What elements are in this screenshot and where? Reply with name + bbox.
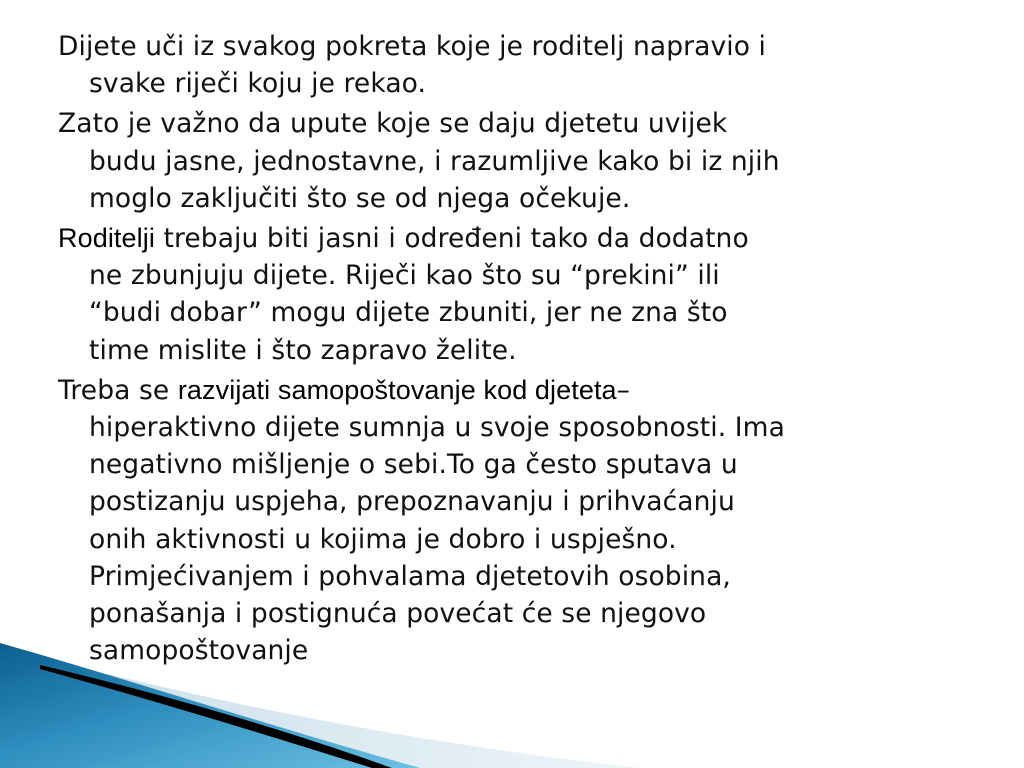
paragraph-3-line-2: ne zbunjuju dijete. Riječi kao što su “prekini” ili (89, 260, 720, 292)
paragraph-1 (58, 28, 978, 102)
paragraph-4-prefix: Treba se (58, 374, 178, 406)
paragraph-2-line-1: Zato je važno da upute koje se daju djetetu uvijek (58, 108, 728, 140)
paragraph-2 (58, 105, 978, 217)
paragraph-3-line-4: time mislite i što zapravo želite. (89, 334, 517, 366)
paragraph-3 (58, 220, 978, 369)
slide-body (58, 28, 978, 672)
paragraph-2-line-3: moglo zaključiti što se od njega očekuje. (89, 182, 631, 214)
paragraph-4-line-3: negativno mišljenje o sebi.To ga često sputava u (89, 449, 738, 481)
paragraph-2-line-2: budu jasne, jednostavne, i razumljive kako bi iz njih (89, 145, 780, 177)
paragraph-4-dash: – (616, 374, 631, 406)
paragraph-1-line-2: svake riječi koju je rekao. (89, 68, 427, 100)
paragraph-4-line-6: Primjećivanjem i pohvalama djetetovih osobina, (89, 560, 731, 592)
paragraph-4 (58, 372, 978, 670)
paragraph-4-line-7: ponašanja i postignuća povećat će se njegovo (89, 598, 707, 630)
paragraph-1-line-1: Dijete uči iz svakog pokreta koje je roditelj napravio i (58, 31, 767, 62)
paragraph-4-line-4: postizanju uspjeha, prepoznavanju i prihvaćanju (89, 486, 735, 518)
paragraph-4-line-5: onih aktivnosti u kojima je dobro i uspješno. (89, 523, 677, 555)
paragraph-4-emphasis: razvijati samopoštovanje kod djeteta (177, 374, 617, 405)
paragraph-4-line-2: hiperaktivno dijete sumnja u svoje sposobnosti. Ima (89, 412, 785, 444)
paragraph-3-line-3: “budi dobar” mogu dijete zbuniti, jer ne zna što (89, 297, 728, 329)
corner-wave-decoration (0, 643, 640, 768)
paragraph-4-line-8: samopoštovanje (89, 635, 309, 667)
paragraph-3-line-1-rest: trebaju biti jasni i određeni tako da dodatno (154, 223, 749, 255)
paragraph-3-emphasis: Roditelji (58, 223, 155, 254)
